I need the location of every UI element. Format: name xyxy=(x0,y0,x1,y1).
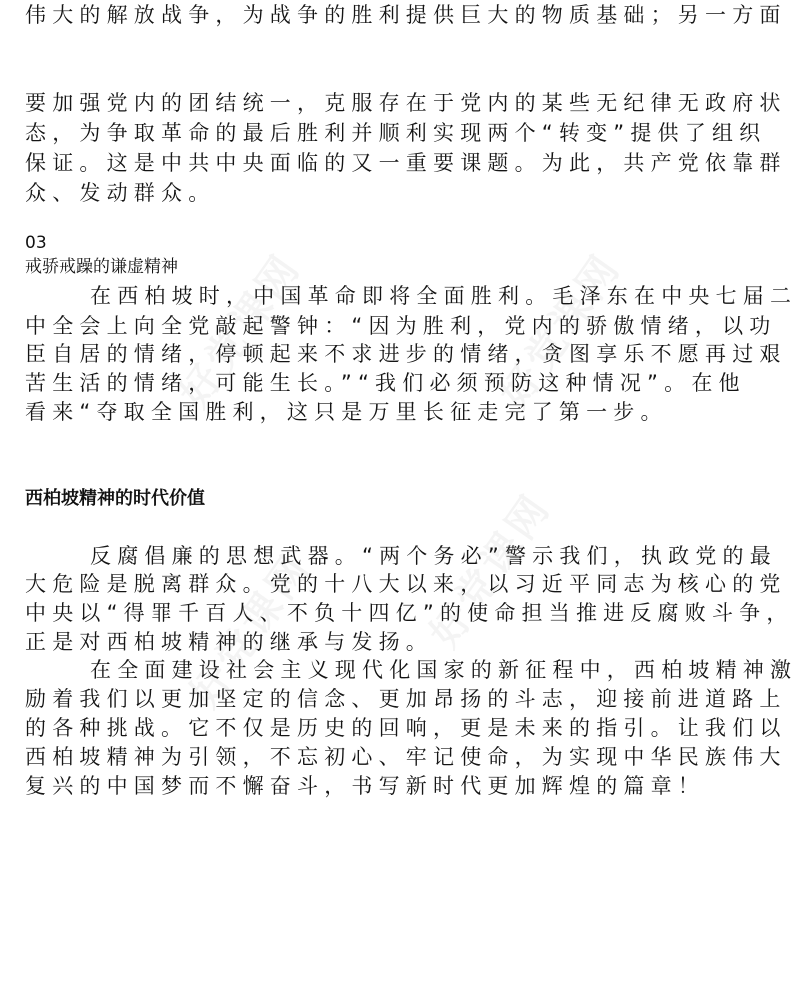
body-text-line: 众、发动群众。 xyxy=(25,181,216,205)
body-text-line: 在全面建设社会主义现代化国家的新征程中，西柏坡精神激 xyxy=(90,658,798,682)
body-text-line: 复兴的中国梦而不懈奋斗，书写新时代更加辉煌的篇章！ xyxy=(25,774,705,798)
item-number: 03 xyxy=(25,233,47,253)
body-text-line: 苦生活的情绪，可能生长。”“我们必须预防这种情况”。在他 xyxy=(25,371,746,395)
body-text-line: 保证。这是中共中央面临的又一重要课题。为此，共产党依靠群 xyxy=(25,151,787,175)
section-title: 西柏坡精神的时代价值 xyxy=(25,488,205,509)
body-text-line: 要加强党内的团结统一，克服存在于党内的某些无纪律无政府状 xyxy=(25,91,787,115)
body-text-line: 大危险是脱离群众。党的十八大以来，以习近平同志为核心的党 xyxy=(25,572,787,596)
body-text-line: 中央以“得罪千百人、不负十四亿”的使命担当推进反腐败斗争， xyxy=(25,601,794,625)
body-text-line: 态，为争取革命的最后胜利并顺利实现两个“转变”提供了组织 xyxy=(25,121,767,145)
body-text-line: 中全会上向全党敲起警钟：“因为胜利，党内的骄傲情绪，以功 xyxy=(25,314,777,338)
body-text-line: 臣自居的情绪，停顿起来不求进步的情绪，贪图享乐不愿再过艰 xyxy=(25,342,787,366)
body-text-line: 西柏坡精神为引领，不忘初心、牢记使命，为实现中华民族伟大 xyxy=(25,745,787,769)
body-text-line: 看来“夺取全国胜利，这只是万里长征走完了第一步。 xyxy=(25,400,668,424)
body-text-line: 正是对西柏坡精神的继承与发扬。 xyxy=(25,630,433,654)
body-text-line: 在西柏坡时，中国革命即将全面胜利。毛泽东在中央七届二 xyxy=(90,284,798,308)
body-text-line: 反腐倡廉的思想武器。“两个务必”警示我们，执政党的最 xyxy=(90,544,777,568)
body-text-line: 励着我们以更加坚定的信念、更加昂扬的斗志，迎接前进道路上 xyxy=(25,687,787,711)
item-heading: 戒骄戒躁的谦虚精神 xyxy=(25,257,178,277)
body-text-line: 伟大的解放战争，为战争的胜利提供巨大的物质基础；另一方面 xyxy=(25,3,787,27)
body-text-line: 的各种挑战。它不仅是历史的回响，更是未来的指引。让我们以 xyxy=(25,716,787,740)
